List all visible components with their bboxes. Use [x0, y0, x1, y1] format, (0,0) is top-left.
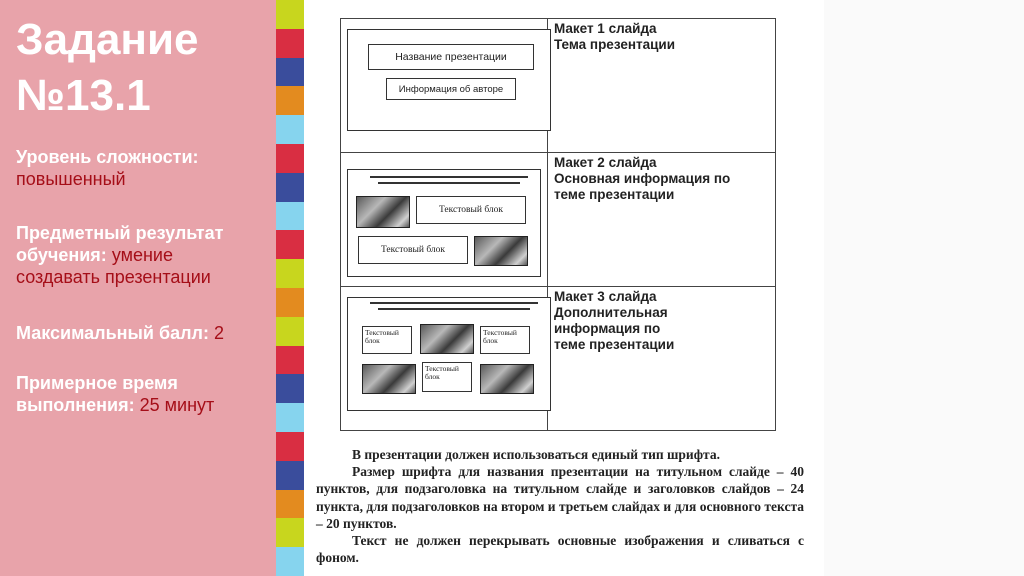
time-label-2: выполнения:	[16, 395, 135, 415]
layout-3-label-line-4: теме презентации	[553, 337, 675, 352]
slide-2-picture-2	[474, 236, 528, 266]
slide-3-title-line-1	[370, 302, 538, 304]
max-score-info	[16, 322, 224, 344]
stripe-segment	[276, 58, 304, 87]
difficulty-info	[16, 146, 199, 190]
slide-2-text-block-2: Текстовый блок	[358, 236, 468, 264]
stripe-segment	[276, 403, 304, 432]
stripe-segment	[276, 115, 304, 144]
slide-3-picture-1	[420, 324, 474, 354]
slide-2-picture-1	[356, 196, 410, 228]
stripe-segment	[276, 288, 304, 317]
slide-3-text-block-1: Текстовый блок	[362, 326, 412, 354]
layout-3-label	[547, 287, 775, 431]
stripe-segment	[276, 230, 304, 259]
layout-2-label-line-1: Макет 2 слайда	[553, 155, 657, 170]
stripe-segment	[276, 86, 304, 115]
layout-row-2	[341, 153, 776, 287]
layout-3-label-line-1: Макет 3 слайда	[553, 289, 657, 304]
stripe-segment	[276, 490, 304, 519]
task-title	[16, 12, 199, 124]
layout-3-thumbnail	[341, 287, 548, 431]
slide-2-title-line-1	[370, 176, 528, 178]
stripe-segment	[276, 317, 304, 346]
stripe-segment	[276, 518, 304, 547]
slide-3-picture-2	[362, 364, 416, 394]
difficulty-value: повышенный	[16, 169, 126, 189]
layout-1-thumbnail	[341, 19, 548, 153]
subject-value-1: умение	[111, 245, 174, 265]
slide-3-frame	[347, 297, 551, 411]
layout-1-label-line-2: Тема презентации	[553, 37, 676, 52]
subject-value-2: создавать презентации	[16, 267, 211, 287]
time-label-1: Примерное время	[16, 373, 178, 393]
slide-3-text-block-2: Текстовый блок	[480, 326, 530, 354]
stripe-segment	[276, 29, 304, 58]
instruction-paragraph-1: В презентации должен использоваться единый тип шрифта.	[352, 447, 720, 462]
slide-1-frame	[347, 29, 551, 131]
slide-2-frame	[347, 169, 541, 277]
instructions-text	[316, 446, 804, 566]
stripe-segment	[276, 547, 304, 576]
stripe-segment	[276, 259, 304, 288]
layout-2-label-line-2: Основная информация по	[553, 171, 731, 186]
subject-label-2: обучения:	[16, 245, 107, 265]
time-value: 25 минут	[139, 395, 215, 415]
layout-2-thumbnail	[341, 153, 548, 287]
layout-3-label-line-2: Дополнительная	[553, 305, 668, 320]
instruction-paragraph-3: Текст не должен перекрывать основные изображения и сливаться с фоном.	[316, 533, 804, 566]
stripe-segment	[276, 0, 304, 29]
stripe-segment	[276, 173, 304, 202]
slide-3-picture-3	[480, 364, 534, 394]
layouts-table	[340, 18, 776, 431]
max-score-value: 2	[213, 323, 224, 343]
stripe-segment	[276, 346, 304, 375]
task-title-line2: №13.1	[16, 71, 151, 120]
author-info-box: Информация об авторе	[386, 78, 516, 100]
subject-result-info	[16, 222, 223, 288]
slide-3-text-block-3: Текстовый блок	[422, 362, 472, 392]
stripe-segment	[276, 144, 304, 173]
max-score-label: Максимальный балл:	[16, 323, 209, 343]
layout-row-1	[341, 19, 776, 153]
layout-1-label	[547, 19, 775, 153]
slide-2-title-line-2	[378, 182, 520, 184]
subject-label-1: Предметный результат	[16, 223, 224, 243]
slide-2-text-block-1: Текстовый блок	[416, 196, 526, 224]
slide-3-title-line-2	[378, 308, 530, 310]
time-info	[16, 372, 214, 416]
stripe-segment	[276, 202, 304, 231]
color-stripe	[276, 0, 304, 576]
layout-2-label	[547, 153, 775, 287]
layout-3-label-line-3: информация по	[553, 321, 661, 336]
stripe-segment	[276, 432, 304, 461]
stripe-segment	[276, 374, 304, 403]
layout-2-label-line-3: теме презентации	[553, 187, 675, 202]
presentation-title-box: Название презентации	[368, 44, 534, 70]
task-title-line1: Задание	[16, 15, 199, 64]
instruction-paragraph-2: Размер шрифта для названия презентации на титульном слайде – 40 пунктов, для подзаголовка на титульном слайде и заголовков слайдов – 24 пункта, для подзаголовков на втором и третьем слайдах и для основного текста – 20 пунктов.	[316, 464, 804, 531]
stripe-segment	[276, 461, 304, 490]
left-panel	[0, 0, 276, 576]
layout-1-label-line-1: Макет 1 слайда	[553, 21, 657, 36]
layout-row-3	[341, 287, 776, 431]
difficulty-label: Уровень сложности:	[16, 147, 199, 167]
